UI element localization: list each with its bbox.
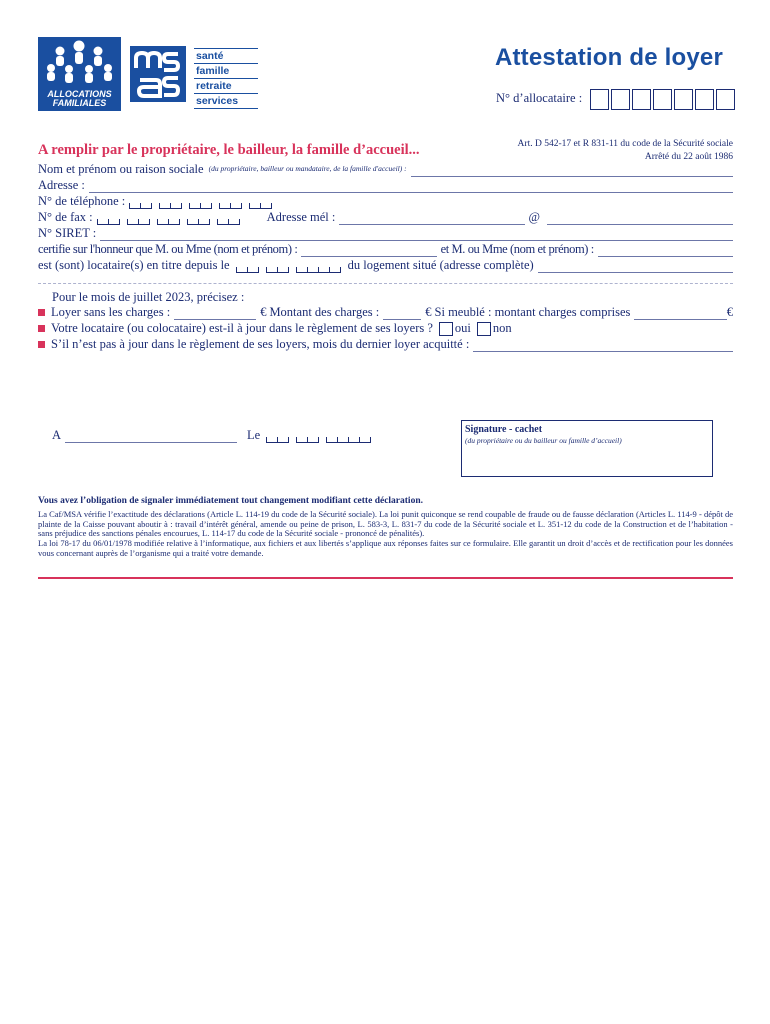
email-user-field[interactable] xyxy=(339,212,525,225)
fax-box-pair[interactable] xyxy=(217,215,240,225)
caf-text-line2: FAMILIALES xyxy=(52,98,107,108)
bottom-rule xyxy=(38,577,733,579)
digit-box[interactable] xyxy=(653,89,672,110)
legal-ref-line1: Art. D 542-17 et R 831-11 du code de la Sécurité sociale xyxy=(517,139,733,149)
siret-field[interactable] xyxy=(100,228,733,241)
certifie-row xyxy=(38,241,733,257)
dernier-row xyxy=(38,336,733,352)
place-date-row xyxy=(52,427,452,443)
a-label: A xyxy=(52,428,62,442)
dernier-label: S’il n’est pas à jour dans le règlement de ses loyers, mois du dernier loyer acquitté : xyxy=(51,337,470,351)
phone-box-pair[interactable] xyxy=(249,199,272,209)
loyer-field[interactable] xyxy=(174,307,256,320)
oui-label: oui xyxy=(454,321,471,335)
email-label: Adresse mél : xyxy=(266,210,336,224)
signature-title: Signature - cachet xyxy=(465,424,543,435)
digit-box[interactable] xyxy=(611,89,630,110)
family-figures-icon xyxy=(38,37,121,93)
bullet-icon xyxy=(38,341,45,348)
digit-box[interactable] xyxy=(590,89,609,110)
meuble-label: Si meublé : montant charges comprises xyxy=(434,305,631,319)
fax-box-pair[interactable] xyxy=(157,215,180,225)
fax-box-pair[interactable] xyxy=(97,215,120,225)
phone-box-pair[interactable] xyxy=(159,199,182,209)
siret-row xyxy=(38,225,733,241)
sign-month-boxes[interactable] xyxy=(296,433,319,443)
bullet-icon xyxy=(38,309,45,316)
legal-ref-line2: Arrêté du 22 août 1986 xyxy=(644,152,733,162)
msa-menu xyxy=(194,48,258,109)
msa-logo-icon xyxy=(130,46,186,102)
msa-menu-item: santé xyxy=(194,48,258,63)
divider xyxy=(38,283,733,284)
loyer-label: Loyer sans les charges : xyxy=(51,305,171,319)
msa-menu-item: retraite xyxy=(194,78,258,93)
locataire-label: est (sont) locataire(s) en titre depuis le xyxy=(38,258,230,272)
digit-box[interactable] xyxy=(716,89,735,110)
caf-logo xyxy=(38,37,121,111)
place-field[interactable] xyxy=(65,430,237,443)
dernier-field[interactable] xyxy=(473,339,733,352)
charges-field[interactable] xyxy=(383,307,421,320)
adresse-field[interactable] xyxy=(89,180,733,193)
et-label: et M. ou Mme (nom et prénom) : xyxy=(440,242,594,256)
msa-menu-item: services xyxy=(194,93,258,109)
page-title: Attestation de loyer xyxy=(494,44,723,71)
date-year-boxes[interactable] xyxy=(296,263,341,273)
logement-label: du logement situé (adresse complète) xyxy=(347,258,534,272)
meuble-field[interactable] xyxy=(634,307,726,320)
phone-box-pair[interactable] xyxy=(219,199,242,209)
non-label: non xyxy=(492,321,512,335)
euro-sign: € xyxy=(260,305,267,319)
euro-sign: € xyxy=(726,305,733,319)
ajour-label: Votre locataire (ou colocataire) est-il à jour dans le règlement de ses loyers ? xyxy=(51,321,433,335)
nom-label: Nom et prénom ou raison sociale xyxy=(38,162,204,176)
digit-box[interactable] xyxy=(632,89,651,110)
telephone-label: N° de téléphone : xyxy=(38,194,126,208)
month-intro xyxy=(52,289,733,305)
signature-subtitle: (du propriétaire ou du bailleur ou famille d’accueil) xyxy=(465,436,622,445)
oui-checkbox[interactable] xyxy=(439,322,453,336)
email-domain-field[interactable] xyxy=(547,212,733,225)
fax-email-row xyxy=(38,209,733,225)
phone-box-pair[interactable] xyxy=(189,199,212,209)
locataire2-field[interactable] xyxy=(598,244,733,257)
caf-text-line1: ALLOCATIONS xyxy=(47,89,112,99)
legal-paragraph-privacy: La loi 78-17 du 06/01/1978 modifiée relative à l’informatique, aux fichiers et aux libertés s’applique aux réponses faites sur ce formulaire. Elle garantit un droit d’accès et de rectification pour les données vous concernant auprès de l’organisme qui a traité votre demande. xyxy=(38,538,733,558)
certifie-label: certifie sur l'honneur que M. ou Mme (nom et prénom) : xyxy=(38,242,298,256)
telephone-row xyxy=(38,193,733,209)
at-sign: @ xyxy=(528,210,540,224)
date-month-boxes[interactable] xyxy=(266,263,289,273)
bullet-icon xyxy=(38,325,45,332)
msa-menu-item: famille xyxy=(194,63,258,78)
adresse-row xyxy=(38,177,733,193)
nom-row xyxy=(38,161,733,177)
non-checkbox[interactable] xyxy=(477,322,491,336)
legal-paragraph-fraud: La Caf/MSA vérifie l’exactitude des déclarations (Article L. 114-19 du code de la Sécurité sociale). La loi punit quiconque se rend coupable de fraude ou de fausse déclaration (Articles L. 114-9 - dépôt de plainte de la Caisse pouvant aboutir à : travail d’intérêt général, amende ou peine de prison, L. 583-3, L. 831-7 du code de la Sécurité sociale et L. 351-12 du code de la Construction et de l’habitation - sans préjudice des sanctions pénales encourues, L. 114-17 du code de la Sécurité sociale - prononcé de pénalités). xyxy=(38,509,733,538)
section-heading: A remplir par le propriétaire, le bailleur, la famille d’accueil... xyxy=(38,142,420,158)
sign-year-boxes[interactable] xyxy=(326,433,371,443)
locataire-row xyxy=(38,257,733,273)
adresse-label: Adresse : xyxy=(38,178,85,192)
digit-box[interactable] xyxy=(674,89,693,110)
logement-address-field[interactable] xyxy=(538,260,733,273)
siret-label: N° SIRET : xyxy=(38,226,97,240)
ajour-row xyxy=(38,320,733,336)
le-label: Le xyxy=(247,428,261,442)
date-day-boxes[interactable] xyxy=(236,263,259,273)
allocataire-label: N° d’allocataire : xyxy=(496,91,583,105)
signature-box[interactable] xyxy=(461,420,713,477)
fax-box-pair[interactable] xyxy=(127,215,150,225)
charges-label: Montant des charges : xyxy=(269,305,380,319)
obligation-notice: Vous avez l’obligation de signaler immédiatement tout changement modifiant cette déclaration. xyxy=(38,496,423,506)
digit-box[interactable] xyxy=(695,89,714,110)
fax-box-pair[interactable] xyxy=(187,215,210,225)
fax-label: N° de fax : xyxy=(38,210,93,224)
nom-field[interactable] xyxy=(411,164,733,177)
phone-box-pair[interactable] xyxy=(129,199,152,209)
allocataire-number-boxes[interactable] xyxy=(590,89,737,110)
month-intro-text: Pour le mois de juillet 2023, précisez : xyxy=(52,290,245,304)
locataire1-field[interactable] xyxy=(301,244,436,257)
nom-hint: (du propriétaire, bailleur ou mandataire, de la famille d'accueil) : xyxy=(208,164,407,173)
euro-sign: € xyxy=(425,305,432,319)
sign-day-boxes[interactable] xyxy=(266,433,289,443)
loyer-row xyxy=(38,304,733,320)
